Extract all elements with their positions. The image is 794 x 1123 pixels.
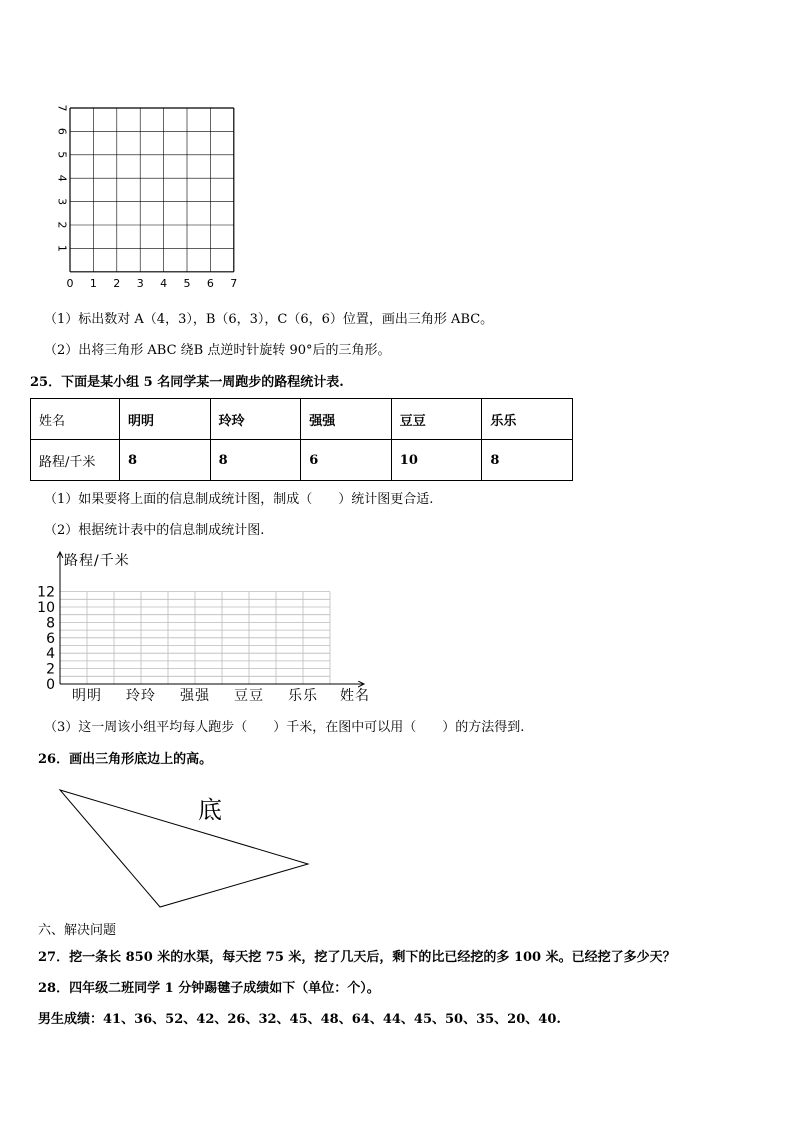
chart-xlabel: 姓名 (340, 688, 370, 704)
chart-y-tick: 8 (46, 615, 55, 632)
table-cell: 8 (120, 440, 211, 481)
grid-x-tick: 0 (66, 276, 74, 290)
chart-y-tick: 4 (46, 646, 55, 663)
table-cell: 8 (210, 440, 301, 481)
table-header-label: 姓名 (31, 399, 120, 440)
chart-y-tick: 2 (46, 661, 55, 678)
grid-y-tick: 4 (55, 174, 69, 182)
grid-y-tick: 6 (55, 127, 69, 135)
table-cell: 6 (301, 440, 392, 481)
table-cell: 8 (482, 440, 573, 481)
distance-table (30, 398, 573, 481)
table-cell: 乐乐 (482, 399, 573, 440)
triangle-figure (50, 780, 320, 920)
chart-x-tick: 玲玲 (126, 688, 156, 704)
table-row (31, 440, 573, 481)
q25-title: 25．下面是某小组 5 名同学某一周跑步的路程统计表. (30, 375, 344, 390)
q25-part1: （1）如果要将上面的信息制成统计图，制成（ ）统计图更合适. (44, 492, 434, 507)
chart-x-tick-labels (72, 688, 318, 704)
grid-y-tick-labels (56, 105, 69, 252)
grid-y-tick: 1 (55, 244, 69, 252)
grid-y-tick: 2 (55, 221, 69, 229)
q25-part3: （3）这一周该小组平均每人跑步（ ）千米，在图中可以用（ ）的方法得到. (44, 720, 525, 735)
table-cell: 10 (391, 440, 482, 481)
grid-x-tick: 3 (136, 276, 144, 290)
chart-x-tick: 强强 (180, 688, 210, 704)
grid-x-tick: 4 (160, 276, 168, 290)
grid-y-tick: 5 (55, 151, 69, 159)
grid-x-tick: 1 (89, 276, 97, 290)
table-cell: 明明 (120, 399, 211, 440)
chart-y-tick: 12 (37, 584, 55, 601)
table-cell: 豆豆 (391, 399, 482, 440)
q27-text: 27．挖一条长 850 米的水渠，每天挖 75 米，挖了几天后，剩下的比已经挖的多 100 米。已经挖了多少天？ (38, 950, 676, 965)
bar-chart (28, 548, 388, 708)
chart-grid (60, 592, 330, 684)
grid-x-tick: 5 (183, 276, 191, 290)
triangle (60, 790, 308, 907)
q28-boys-scores: 男生成绩：41、36、52、42、26、32、45、48、64、44、45、50、35、20、40. (38, 1012, 561, 1027)
grid-x-tick: 2 (113, 276, 121, 290)
chart-x-tick: 明明 (72, 688, 102, 704)
q28-title: 28．四年级二班同学 1 分钟踢毽子成绩如下（单位：个）。 (38, 981, 380, 996)
section6-title: 六、解决问题 (38, 923, 117, 938)
grid-x-tick: 7 (230, 276, 238, 290)
chart-y-tick: 10 (37, 600, 55, 616)
q25-part2: （2）根据统计表中的信息制成统计图. (44, 523, 265, 538)
grid-y-tick: 3 (55, 198, 69, 206)
chart-ylabel: 路程/千米 (64, 553, 130, 569)
table-cell: 强强 (301, 399, 392, 440)
table-row (31, 399, 573, 440)
q24-part1: （1）标出数对 A（4，3），B（6，3），C（6，6）位置，画出三角形 ABC。 (44, 312, 494, 327)
grid-x-tick: 6 (206, 276, 214, 290)
chart-y-tick: 0 (46, 677, 55, 693)
grid-lines (70, 108, 234, 272)
q26-title: 26．画出三角形底边上的高。 (38, 752, 213, 767)
table-row-label: 路程/千米 (31, 440, 120, 481)
grid-x-tick-labels (67, 277, 238, 290)
chart-y-tick-labels (37, 585, 55, 693)
base-label: 底 (198, 796, 222, 824)
q24-part2: （2）出将三角形 ABC 绕B 点逆时针旋转 90°后的三角形。 (44, 343, 391, 358)
chart-x-tick: 豆豆 (234, 688, 264, 704)
chart-y-tick: 6 (46, 630, 55, 647)
table-cell: 玲玲 (210, 399, 301, 440)
coordinate-grid (50, 100, 250, 290)
chart-x-tick: 乐乐 (288, 688, 318, 704)
grid-y-tick: 7 (55, 104, 69, 112)
